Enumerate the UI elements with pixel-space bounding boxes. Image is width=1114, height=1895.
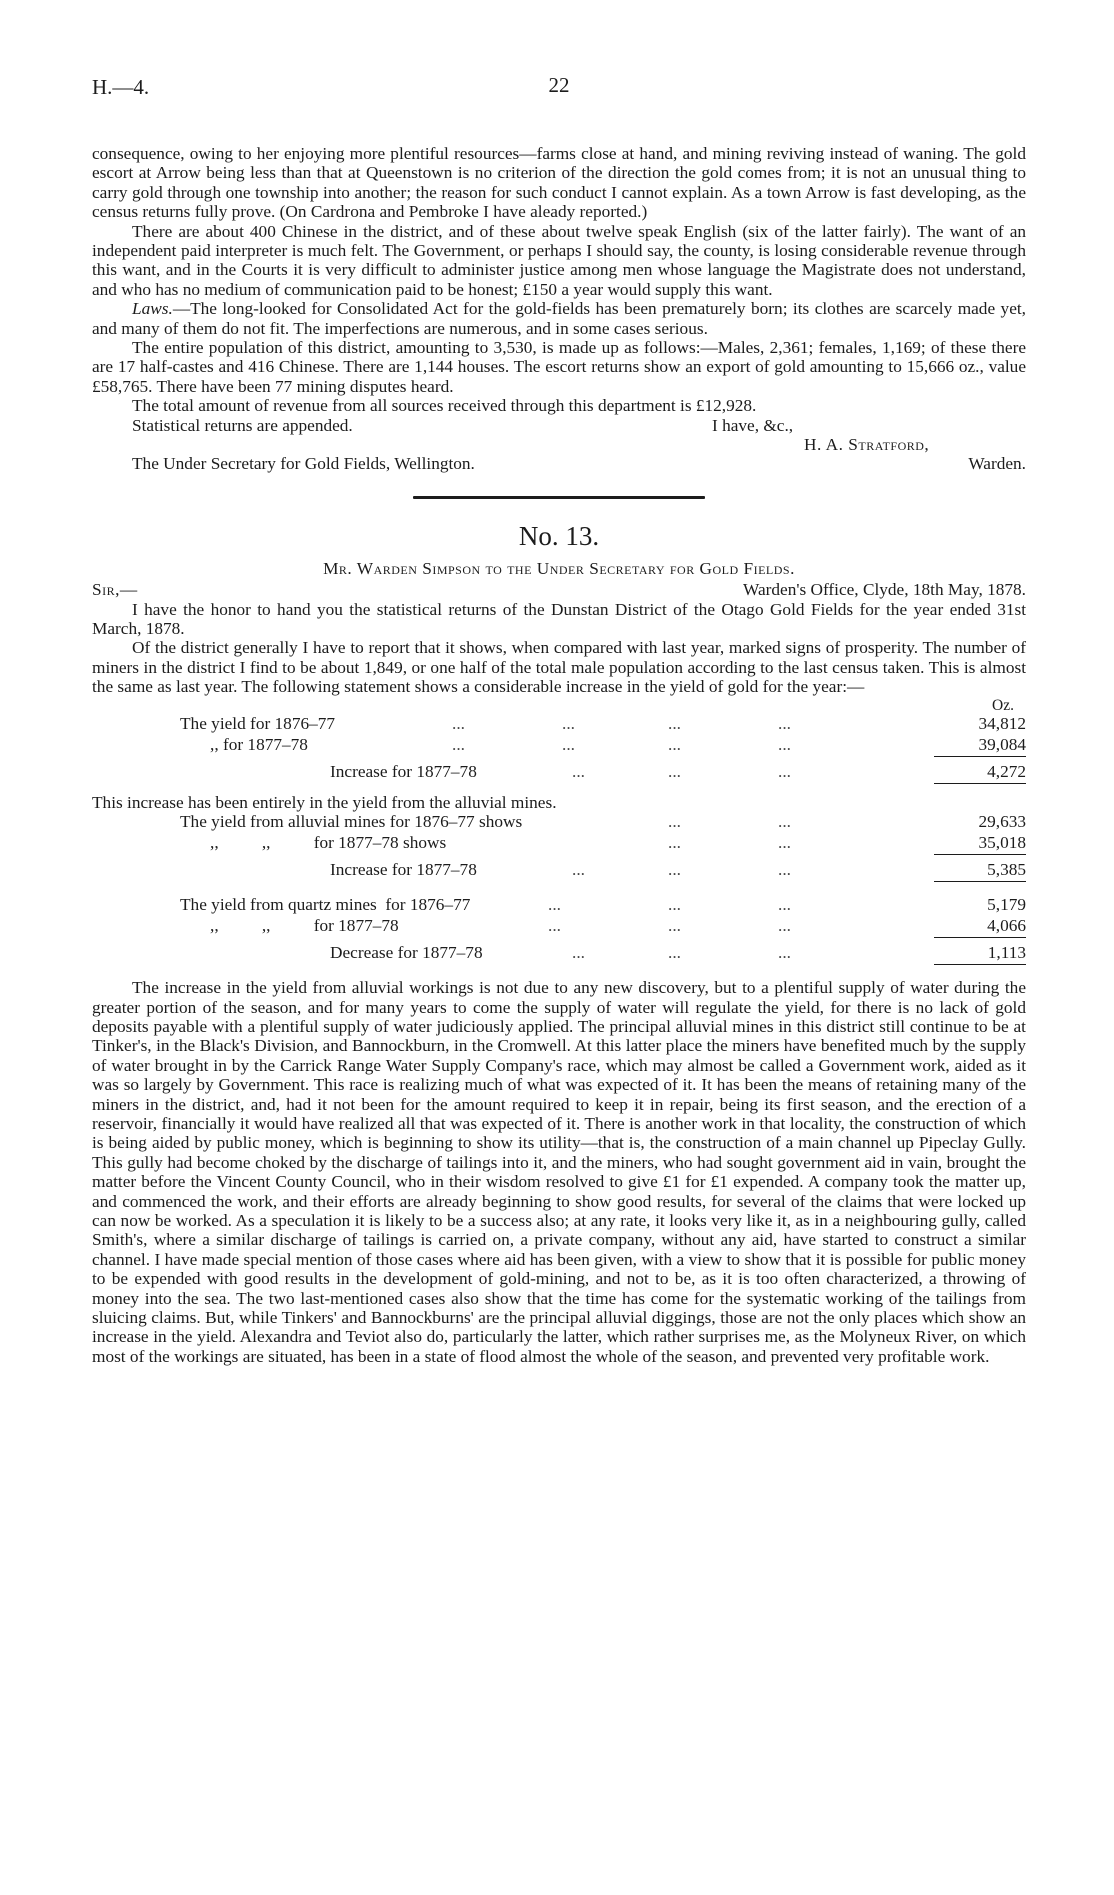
letter-intro-2: Of the district generally I have to report that it shows, when compared with last year, marked signs of prosperity. The number of miners in the district I find to be about 1,849, or one half of the total male population according to the last census taken. This is almost the same as last year. The following statement shows a considerable increase in the yield of gold for the year:—: [92, 638, 1026, 697]
unit-label: Oz.: [992, 696, 1014, 714]
letter-intro-1: I have the honor to hand you the statistical returns of the Dunstan District of the Otago Gold Fields for the year ended 31st March, 1878.: [92, 599, 1026, 639]
signoff-row-1: [92, 416, 1026, 435]
signoff-row-3: [92, 454, 1026, 473]
laws-label: Laws.: [132, 299, 173, 319]
paragraph-continued: consequence, owing to her enjoying more plentiful resources—farms close at hand, and mining reviving instead of waning. The gold escort at Arrow being less than that at Queenstown is no criterion of the direction the gold comes from; it is not an unusual thing to carry gold through one township into another; the reason for such conduct I cannot explain. As a town Arrow is fast developing, as the census returns fully prove. (On Cardrona and Pembroke I have aleady reported.): [92, 144, 1026, 222]
letter-body: The increase in the yield from alluvial workings is not due to any new discovery, but to a plentiful supply of water during the greater portion of the season, and for many years to come the supply of water will regulate the yield, for there is no lack of gold deposits payable with a plentiful supply of water judiciously applied. The principal alluvial mines in this district still continue to be at Tinker's, in the Black's Division, and Bannockburn, in the Cromwell. At this latter place the miners have benefited much by the supply of water brought in by the Carrick Range Water Supply Company's race, which may almost be called a Government work, aided as it was so largely by Government. This race is realizing much of what was expected of it. It has been the means of retaining many of the miners in the district, and, had it not been for the amount required to keep it in repair, being its first season, and the erection of a reservoir, financially it would have realized all that was expected of it. There is another work in that locality, the construction of which is being aided by public money, which is beginning to show its utility—that is, the construction of a main channel up Pipeclay Gully. This gully had become choked by the discharge of tailings into it, and the miners, who had sought government aid in vain, brought the matter before the Vincent County Council, who in their wisdom resolved to give £1 for £1 expended. A company took the matter up, and commenced the work, and their efforts are already beginning to show good results, for several of the claims that were locked up can now be worked. As a speculation it is likely to be a success also; at any rate, it looks very like it, as in a neighbouring gully, called Smith's, where a similar discharge of tailings is carried on, a private company, without any aid, have started to construct a similar channel. I have made special mention of those cases where aid has been given, with a view to show that it is possible for public money to be expended with good results in the development of gold-mining, and not to be, as it is too often characterized, a throwing of money into the sea. The two last-mentioned cases also show that the time has come for the systematic working of the tailings from sluicing claims. But, while Tinkers' and Bannockburns' are the principal alluvial diggings, those are not the only places which show an increase in the yield. Alexandra and Teviot also do, particularly the latter, which rather surprises me, as the Molyneux River, on which most of the workings are situated, has been in a state of flood almost the whole of the season, and prevented very profitable work.: [92, 978, 1026, 1366]
row-label: Increase for 1877–78: [330, 860, 477, 880]
letter-title: Mr. Warden Simpson to the Under Secretary for Gold Fields.: [323, 558, 795, 578]
table-row-total: Decrease for 1877–78 ... ... ... 1,113: [330, 943, 1026, 963]
laws-text: —The long-looked for Consolidated Act for the gold-fields has been prematurely born; its clothes are scarcely made yet, and many of them do not fit. The imperfections are numerous, and in some cases serious.: [92, 299, 1026, 338]
page-number: 22: [548, 73, 570, 97]
closing-phrase: I have, &c.,: [712, 415, 794, 435]
row-value: 39,084: [978, 734, 1026, 754]
row-label: ,, ,, for 1877–78: [210, 916, 399, 936]
row-value: 29,633: [978, 812, 1026, 832]
row-label: The yield for 1876–77: [180, 713, 336, 733]
returns-appended: Statistical returns are appended.: [132, 415, 353, 435]
row-value: 4,272: [987, 761, 1026, 781]
table-row: The yield from quartz mines for 1876–77 ... ... ... 5,179: [180, 895, 1026, 915]
paragraph-chinese: There are about 400 Chinese in the district, and of these about twelve speak English (six of the latter fairly). The want of an independent paid interpreter is much felt. The Government, or perhaps I should say, the county, is losing considerable revenue through this want, and in the Courts it is very difficult to administer justice among men whose language the Magistrate does not understand, and who has no medium of communication paid to be honest; £150 a year would supply this want.: [92, 221, 1026, 299]
letter-number: No. 13.: [518, 520, 600, 551]
row-value: 34,812: [978, 713, 1026, 733]
signoff-row-2: [92, 435, 1026, 454]
row-label: ,, for 1877–78: [210, 734, 308, 754]
section-divider: [413, 496, 705, 499]
row-label: The yield from alluvial mines for 1876–77 shows: [180, 812, 523, 832]
paragraph-laws: [92, 299, 1026, 338]
row-value: 4,066: [987, 916, 1026, 936]
row-value: 1,113: [987, 943, 1026, 963]
paragraph-revenue: The total amount of revenue from all sources received through this department is £12,928.: [132, 396, 757, 416]
signatory-title: Warden.: [968, 454, 1026, 474]
table-row: ,, ,, for 1877–78 shows ... ... 35,018: [210, 833, 1026, 853]
header-ref: H.—4.: [92, 75, 150, 99]
row-value: 35,018: [978, 833, 1026, 853]
page-header: [92, 70, 1026, 110]
table-row-total: Increase for 1877–78 ... ... ... 5,385: [330, 860, 1026, 880]
salutation-row: [92, 580, 1026, 599]
dateline: Warden's Office, Clyde, 18th May, 1878.: [743, 580, 1026, 600]
row-value: 5,179: [987, 895, 1026, 915]
row-label: Decrease for 1877–78: [330, 943, 483, 963]
row-label: Increase for 1877–78: [330, 761, 477, 781]
table-row-total: Increase for 1877–78 ... ... ... 4,272: [330, 761, 1026, 781]
salutation: Sir,—: [92, 580, 138, 600]
row-label: The yield from quartz mines for 1876–77: [180, 895, 471, 915]
row-value: 5,385: [987, 860, 1026, 880]
paragraph-population: The entire population of this district, amounting to 3,530, is made up as follows:—Males, 2,361; females, 1,169; of these there are 17 half-castes and 416 Chinese. There are 1,144 houses. The escort returns show an export of gold amounting to 15,666 oz., value £58,765. There have been 77 mining disputes heard.: [92, 338, 1026, 396]
row-label: ,, ,, for 1877–78 shows: [210, 833, 447, 853]
table-row: ,, ,, for 1877–78 ... ... ... 4,066: [210, 916, 1026, 936]
alluvial-note: This increase has been entirely in the yield from the alluvial mines.: [92, 792, 557, 812]
signatory-name: H. A. Stratford,: [804, 435, 930, 455]
table-row: The yield for 1876–77 ... ... ... ... 34,812: [180, 713, 1026, 733]
table-row: ,, for 1877–78 ... ... ... ... 39,084: [210, 734, 1026, 754]
table-row: The yield from alluvial mines for 1876–77 shows ... ... 29,633: [180, 812, 1026, 832]
addressee: The Under Secretary for Gold Fields, Wellington.: [132, 454, 475, 474]
